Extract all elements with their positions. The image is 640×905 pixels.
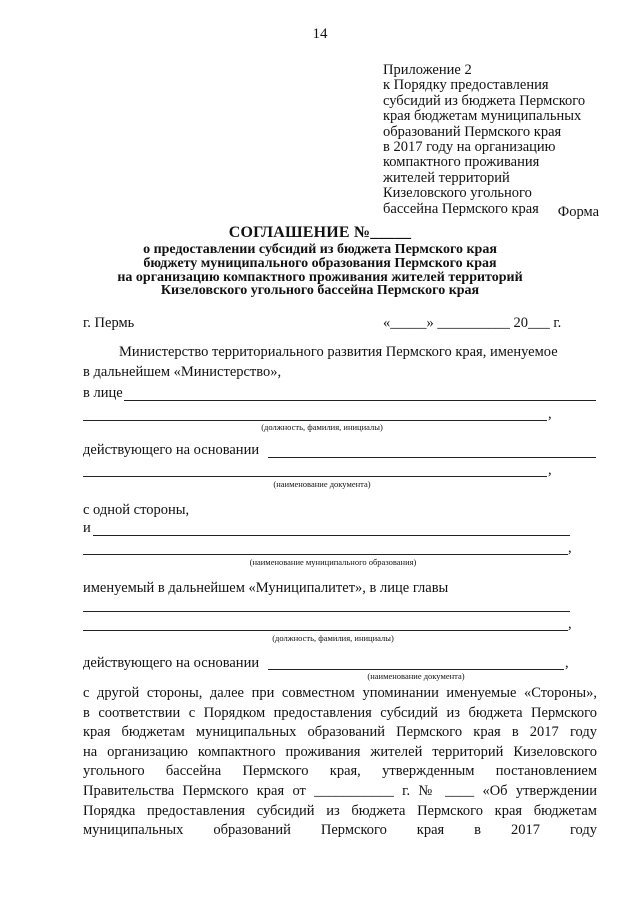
caption-position: (должность, фамилия, инициалы)	[261, 422, 383, 432]
body-line: Правительства Пермского края от ___________ г. № ____ «Об утверждении	[83, 782, 597, 799]
appendix-line: края бюджетам муниципальных	[383, 108, 582, 125]
ministry-rep-field-1[interactable]	[124, 400, 596, 401]
appendix-line: Кизеловского угольного	[383, 185, 532, 202]
appendix-line: субсидий из бюджета Пермского	[383, 92, 586, 109]
body-line: с другой стороны, далее при совместном упоминании именуемые «Стороны»,	[83, 685, 597, 701]
subtitle-line: бюджету муниципального образования Пермского края	[143, 255, 497, 271]
comma: ,	[568, 540, 572, 556]
comma: ,	[565, 655, 569, 671]
document-title: СОГЛАШЕНИЕ №_____	[228, 224, 412, 241]
body-paragraph	[83, 684, 597, 841]
body-line: Порядка предоставления субсидий из бюджета Пермского края бюджетам	[83, 802, 597, 819]
appendix-line: Приложение 2	[383, 62, 472, 78]
intro-text: Министерство территориального развития Пермского края, именуемое	[119, 344, 558, 360]
subtitle-line: о предоставлении субсидий из бюджета Пермского края	[143, 242, 497, 257]
form-label: Форма	[557, 204, 599, 220]
date-field: «_____» __________ 20___ г.	[383, 315, 562, 331]
city-label: г. Пермь	[83, 315, 135, 331]
appendix-block	[383, 63, 585, 217]
appendix-line: компактного проживания	[383, 154, 540, 171]
body-line: в соответствии с Порядком предоставления субсидий из бюджета Пермского	[83, 704, 597, 721]
municipality-field-1[interactable]	[93, 535, 570, 536]
acting-basis-label: действующего на основании	[83, 442, 260, 458]
comma: ,	[548, 406, 552, 422]
municipality-basis-field[interactable]	[268, 669, 564, 670]
acting-basis-label-2: действующего на основании	[83, 655, 260, 671]
head-field-2[interactable]	[83, 630, 568, 631]
appendix-line: к Порядку предоставления	[383, 77, 549, 94]
in-person-label: в лице	[83, 385, 123, 401]
subtitle-line: Кизеловского угольного бассейна Пермского края	[160, 283, 480, 299]
caption-document: (наименование документа)	[273, 479, 371, 489]
comma: ,	[568, 616, 572, 632]
ministry-basis-field-2[interactable]	[83, 476, 547, 477]
appendix-line: образований Пермского края	[383, 123, 562, 140]
caption-municipality: (наименование муниципального образования)	[249, 557, 417, 567]
municipality-named-text: именуемый в дальнейшем «Муниципалитет», в лице главы	[83, 580, 449, 596]
subtitle-line: на организацию компактного проживания жителей территорий	[117, 269, 523, 285]
and-label: и	[83, 520, 91, 536]
comma: ,	[548, 462, 552, 478]
body-line: на организацию компактного проживания жителей территорий Кизеловского	[83, 743, 597, 760]
ministry-basis-field-1[interactable]	[268, 457, 596, 458]
head-field-1[interactable]	[83, 611, 570, 612]
document-subtitle	[0, 243, 640, 298]
caption-document-2: (наименование документа)	[367, 671, 465, 681]
page-number: 14	[312, 26, 328, 42]
appendix-line: в 2017 году на организацию	[383, 139, 556, 156]
caption-position-2: (должность, фамилия, инициалы)	[272, 633, 394, 643]
appendix-line: жителей территорий	[383, 169, 510, 186]
appendix-line: бассейна Пермского края	[383, 200, 539, 217]
body-line: края бюджетам муниципальных образований Пермского края в 2017 году	[83, 724, 597, 741]
body-line: угольного бассейна Пермского края, утвержденным постановлением	[83, 763, 597, 780]
ministry-rep-field-2[interactable]	[83, 420, 547, 421]
intro-text-2: в дальнейшем «Министерство»,	[83, 364, 282, 380]
municipality-field-2[interactable]	[83, 554, 568, 555]
body-line: муниципальных образований Пермского края в 2017 году	[83, 822, 597, 839]
one-side-label: с одной стороны,	[83, 502, 190, 518]
